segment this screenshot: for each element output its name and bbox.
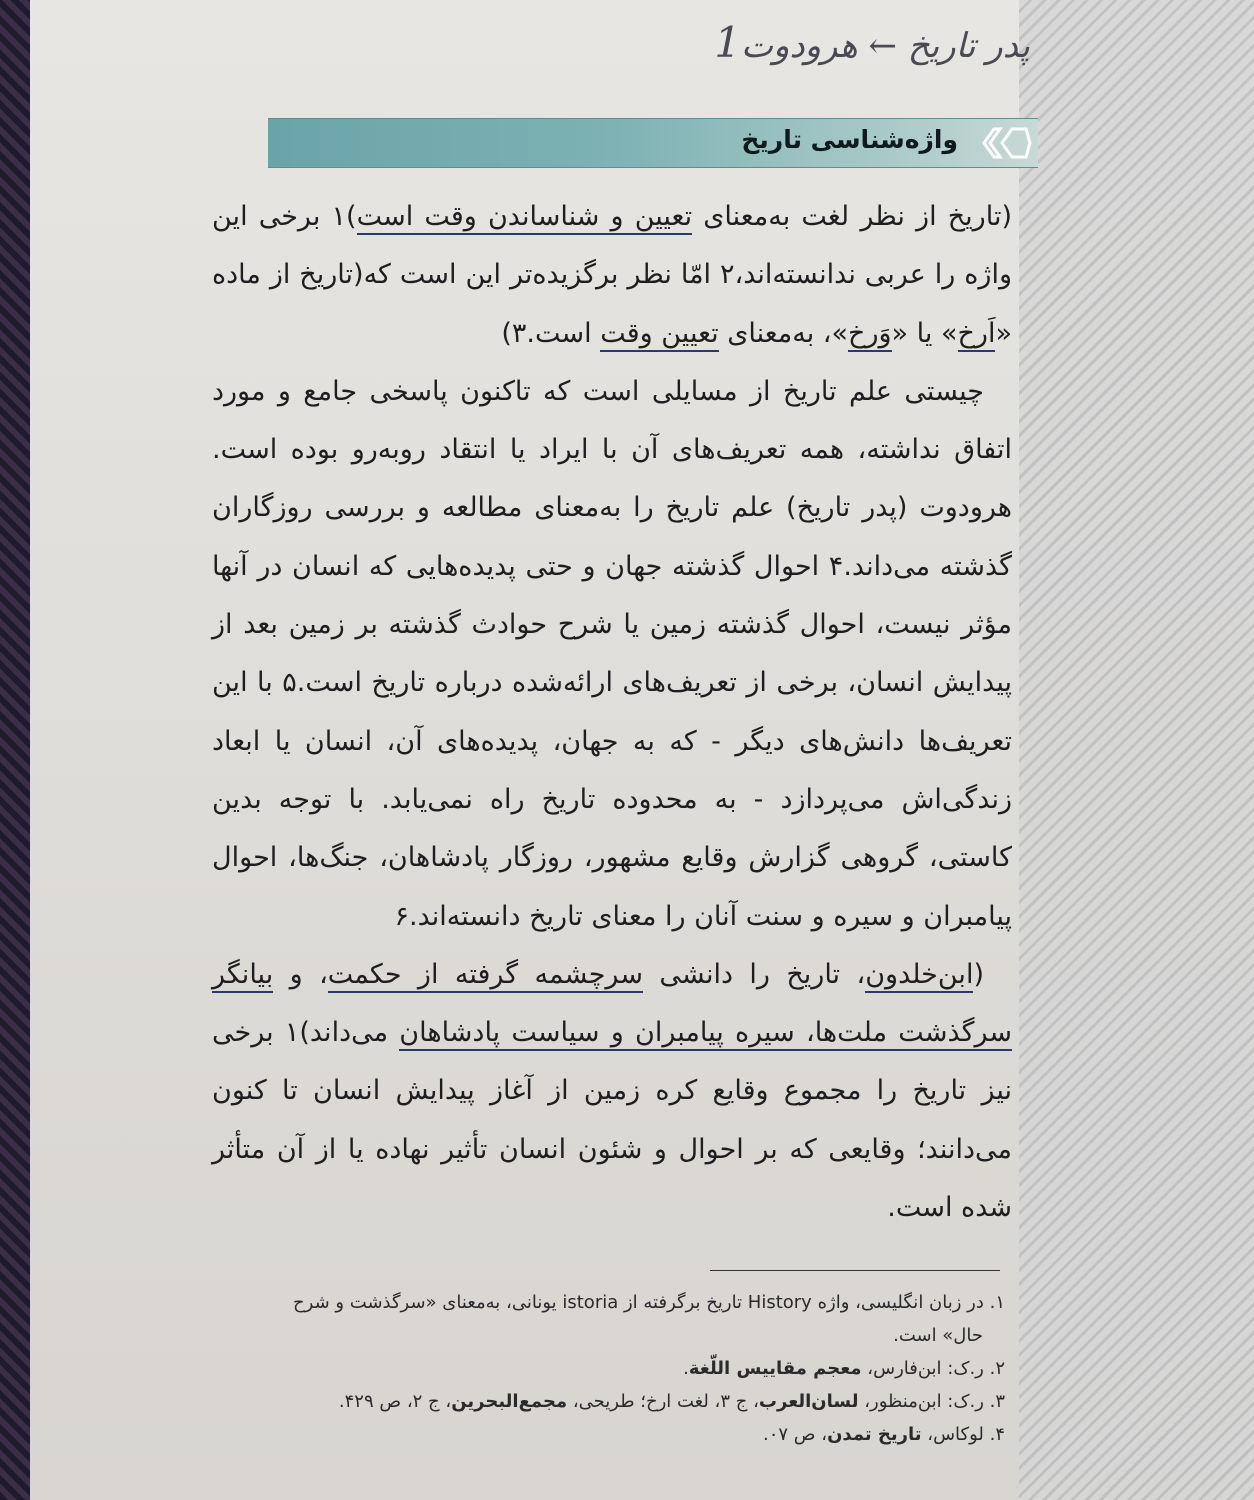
underlined-phrase: تعیین و شناساندن وقت است [357,201,693,235]
text-run: ، و [273,958,328,990]
footnote-text: ، ج ۳، لغت ارخ؛ طریحی، [567,1391,759,1412]
text-run: ۲ امّا نظر برگزیده‌تر این است که(تاریخ از ماده « [212,259,1012,349]
section-header-bar [268,118,1038,168]
footnote-book-title: مجمع‌البحرین [451,1391,568,1412]
footnote-2 [225,1352,1005,1385]
footnote-4 [225,1418,1005,1451]
footnote-text: ، ص ۰۷. [762,1424,828,1445]
text-run: ، تاریخ را دانشی [642,958,866,990]
footnote-1-continued: حال» است. [893,1325,983,1346]
text-run: ۱ برخی این واژه را عربی ندانسته‌اند، [212,201,1012,291]
text-run: می‌داند) [299,1017,400,1049]
paragraph-ibn-khaldun [212,946,1012,1237]
underlined-word: ابن‌خلدون [865,959,973,993]
text-run: »، به‌معنای [718,317,849,349]
footnote-text: ۳. ر.ک: ابن‌منظور، [858,1391,1005,1412]
paragraph-etymology [212,188,1012,363]
text-run: است. [526,317,601,349]
underlined-phrase: بیانگر سرگذشت ملت‌ها، سیره پیامبران و سیاست پادشاهان [212,959,1012,1051]
footnotes [225,1286,1005,1451]
handwritten-number: 1 [714,18,742,67]
handwritten-note [570,18,1030,88]
section-title: واژه‌شناسی تاریخ [741,125,958,154]
underlined-word: وَرخ [848,318,892,352]
text-run: ۳) [501,317,527,349]
text-run: ) [346,201,357,232]
footnote-1: ۱. در زبان انگلیسی، واژه History تاریخ برگرفته از istoria یونانی، به‌معنای «سرگذشت و شرح [293,1292,1005,1313]
underlined-phrase: تعیین وقت [600,318,718,352]
text-run: » یا « [891,317,958,349]
chevron-emblem-icon [980,123,1032,163]
text-run: (تاریخ از نظر لغت به‌معنای [692,201,1012,232]
striped-shadow-area [1019,0,1254,1500]
body-text [212,188,1012,1237]
footnote-text: . [683,1358,689,1379]
footnote-text: ، ج ۲، ص ۴۲۹. [338,1391,452,1412]
footnote-text: ۴. لوکاس، [921,1424,1005,1445]
footnote-book-title: لسان‌العرب [758,1391,859,1412]
footnote-3 [225,1385,1005,1418]
footnote-text: ۲. ر.ک: ابن‌فارس، [861,1358,1005,1379]
underlined-word: اَرخ [958,318,996,352]
footnote-book-title: تاریخ تمدن [827,1424,922,1445]
footnote-separator [710,1270,1000,1271]
text-run: ۱ برخی نیز تاریخ را مجموع وقایع کره زمین از آغاز پیدایش انسان تا کنون می‌دانند؛ وقایعی که بر احوال و شئون انسان تأثیر نهاده یا از آن متأثر شده است. [212,1017,1012,1224]
paragraph-definitions: چیستی علم تاریخ از مسایلی است که تاکنون پاسخی جامع و مورد اتفاق نداشته، همه تعریف‌های آن با ایراد یا انتقاد روبه‌رو بوده است. هرودوت (پدر تاریخ) علم تاریخ را به‌معنای مطالعه و بررسی روزگاران گذشته می‌داند.۴ احوال گذشته جهان و حتی پدیده‌هایی که انسان در آنها مؤثر نیست، احوال گذشته زمین یا شرح حوادث گذشته بر زمین بعد از پیدایش انسان، برخی از تعریف‌های ارائه‌شده درباره تاریخ است.۵ با این تعریف‌ها دانش‌های دیگر - که به جهان، پدیده‌های آن، انسان یا ابعاد زندگی‌اش می‌پردازد - به محدوده تاریخ راه نمی‌یابد. با توجه بدین کاستی، گروهی گزارش وقایع مشهور، روزگار پادشاهان، جنگ‌ها، احوال پیامبران و سیره و سنت آنان را معنای تاریخ دانسته‌اند.۶ [212,375,1013,932]
footnote-book-title: معجم مقاییس اللّغة [688,1358,862,1379]
underlined-phrase: سرچشمه گرفته از حکمت [328,959,643,993]
text-run: ( [973,958,984,990]
handwritten-note-text: پدر تاریخ ← هرودوت [741,26,1030,66]
